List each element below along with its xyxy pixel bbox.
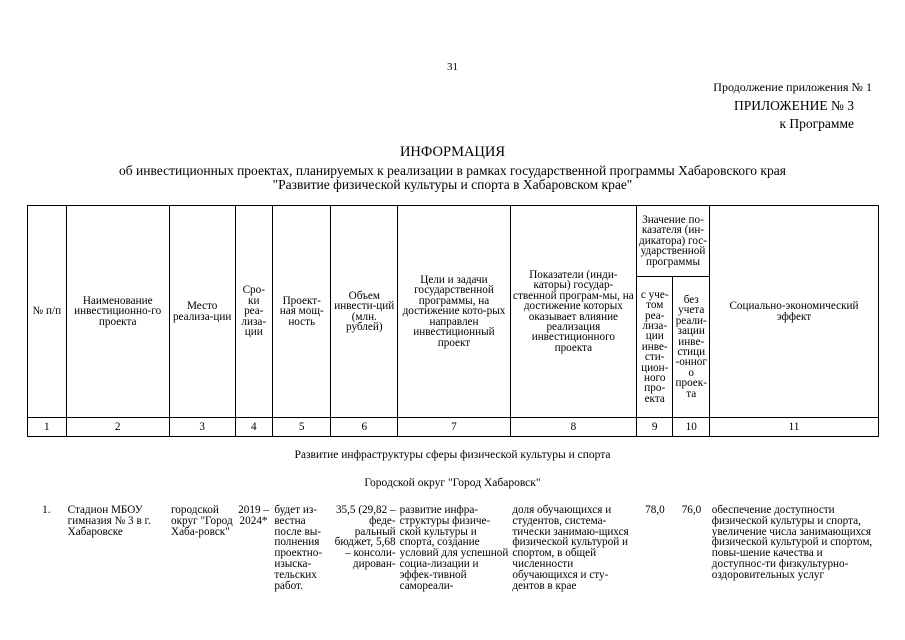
column-number: 9 xyxy=(636,418,673,437)
projects-table-header xyxy=(27,205,879,437)
column-number: 6 xyxy=(331,418,398,437)
header-with-project: с уче-том реа-лиза-ции инве-сти-цион-ного про-екта xyxy=(636,277,673,418)
row-terms: 2019 – 2024* xyxy=(238,504,269,527)
header-effect: Социально-экономический эффект xyxy=(709,206,878,418)
table-row xyxy=(27,505,879,591)
row-num: 1. xyxy=(42,504,51,516)
column-number: 10 xyxy=(673,418,710,437)
header-terms: Сро-ки реа-лиза-ции xyxy=(235,206,273,418)
header-without-project: без учета реали-зации инве-стици-онного проек-та xyxy=(673,277,710,418)
subtitle-line-2: "Развитие физической культуры и спорта в Хабаровском крае" xyxy=(272,177,633,192)
page-number: 31 xyxy=(447,61,458,73)
header-place: Место реализа-ции xyxy=(169,206,235,418)
column-number: 7 xyxy=(398,418,511,437)
header-capacity: Проект-ная мощ-ность xyxy=(273,206,331,418)
column-number: 3 xyxy=(169,418,235,437)
projects-table-body xyxy=(27,505,879,591)
column-number: 8 xyxy=(510,418,636,437)
appendix-continuation: Продолжение приложения № 1 xyxy=(713,80,872,94)
column-number: 5 xyxy=(273,418,331,437)
subtitle-line-1: об инвестиционных проектах, планируемых к реализации в рамках государственной программы Хабаровского края xyxy=(119,163,786,178)
header-num: № п/п xyxy=(28,206,67,418)
row-indicator: доля обучающихся и студентов, система-тически занимаю-щихся физической культурой и спортом, в общей численности обучающихся и сту-дентов в крае xyxy=(512,504,629,592)
row-capacity: будет из-вестна после вы-полнения проектно-изыска-тельских работ. xyxy=(274,504,323,592)
appendix-program: к Программе xyxy=(779,116,854,131)
row-goals: развитие инфра-структуры физиче-ской культуры и спорта, создание условий для успешной социа-лизации и эффек-тивной самореали- xyxy=(399,504,509,592)
row-without-project: 76,0 xyxy=(681,504,702,516)
column-number: 11 xyxy=(709,418,878,437)
header-indicators: Показатели (инди-каторы) государ-ственной програм-мы, на достижение которых оказывает влияние реализация инвестиционного проекта xyxy=(510,206,636,418)
column-numbers-row xyxy=(28,418,879,437)
district-title: Городской округ "Город Хабаровск" xyxy=(364,477,541,489)
header-name: Наименование инвестиционно-го проекта xyxy=(66,206,169,418)
column-number: 2 xyxy=(66,418,169,437)
header-volume: Объем инвести-ций (млн. рублей) xyxy=(331,206,398,418)
header-value-group: Значение по-казателя (ин-дикатора) гос-ударственной программы xyxy=(636,206,709,277)
column-number: 4 xyxy=(235,418,273,437)
row-place: городской округ "Город Хаба-ровск" xyxy=(170,504,233,538)
document-subtitle xyxy=(60,164,845,192)
column-number: 1 xyxy=(28,418,67,437)
row-name: Стадион МБОУ гимназия № 3 в г. Хабаровске xyxy=(67,504,151,538)
appendix-title: ПРИЛОЖЕНИЕ № 3 xyxy=(733,98,854,113)
row-effect: обеспечение доступности физической культуры и спорта, увеличение числа занимающихся физической культурой и спортом, повы-шение качества и доступнос-ти физкультурно-оздоровительных услуг xyxy=(711,504,873,581)
row-volume: 35,5 (29,82 – феде-ральный бюджет, 5,68 – консоли-дирован- xyxy=(334,504,396,570)
document-title: ИНФОРМАЦИЯ xyxy=(399,144,506,160)
section-title: Развитие инфраструктуры сферы физической культуры и спорта xyxy=(294,449,611,461)
header-goals: Цели и задачи государственной программы, на достижение кото-рых направлен инвестиционный проект xyxy=(398,206,511,418)
row-with-project: 78,0 xyxy=(645,504,665,516)
